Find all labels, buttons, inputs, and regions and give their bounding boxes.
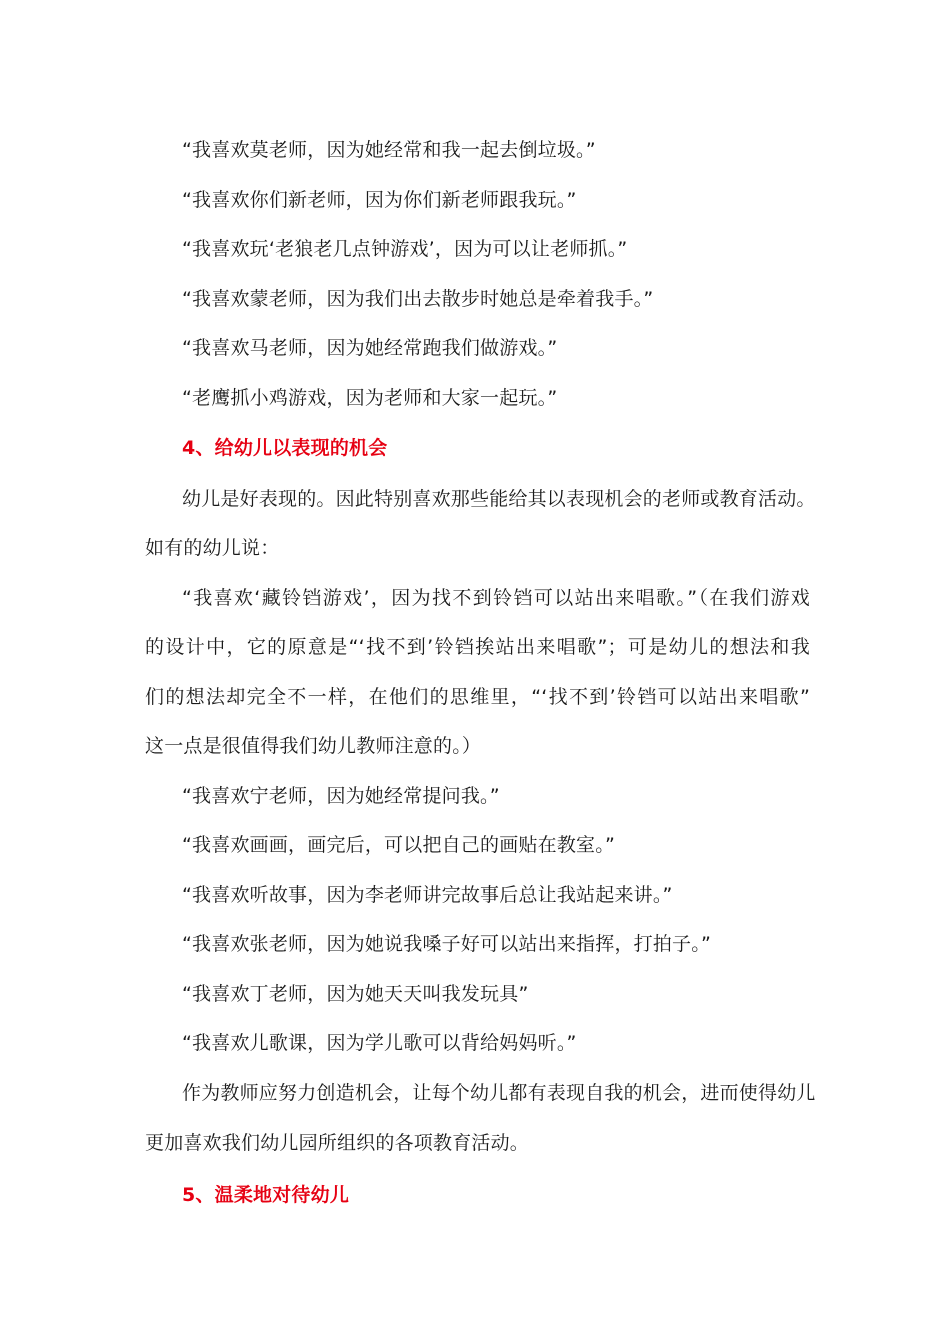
quote-line: “我喜欢儿歌课，因为学儿歌可以背给妈妈听。” — [182, 1032, 577, 1054]
quote-line: “我喜欢画画，画完后，可以把自己的画贴在教室。” — [182, 834, 615, 856]
quote-line: “我喜欢你们新老师，因为你们新老师跟我玩。” — [182, 189, 577, 211]
quote-line: “我喜欢马老师，因为她经常跑我们做游戏。” — [182, 337, 558, 359]
paragraph-line: 更加喜欢我们幼儿园所组织的各项教育活动。 — [145, 1132, 530, 1154]
paragraph-line: “我喜欢‘藏铃铛游戏’，因为找不到铃铛可以站出来唱歌。”（在我们游戏 — [182, 587, 810, 609]
quote-line: “我喜欢张老师，因为她说我嗓子好可以站出来指挥，打拍子。” — [182, 933, 711, 955]
quote-line: “我喜欢蒙老师，因为我们出去散步时她总是牵着我手。” — [182, 288, 654, 310]
paragraph-line: 如有的幼儿说： — [145, 537, 280, 559]
section-heading: 4、给幼儿以表现的机会 — [182, 437, 388, 459]
quote-line: “我喜欢听故事，因为李老师讲完故事后总让我站起来讲。” — [182, 884, 673, 906]
paragraph-line: 作为教师应努力创造机会，让每个幼儿都有表现自我的机会，进而使得幼儿 — [182, 1082, 816, 1104]
paragraph-line: 们的想法却完全不一样，在他们的思维里，“‘找不到’铃铛可以站出来唱歌” — [145, 686, 810, 708]
quote-line: “我喜欢丁老师，因为她天天叫我发玩具” — [182, 983, 529, 1005]
quote-line: “我喜欢宁老师，因为她经常提问我。” — [182, 785, 500, 807]
quote-line: “老鹰抓小鸡游戏，因为老师和大家一起玩。” — [182, 387, 558, 409]
paragraph-line: 这一点是很值得我们幼儿教师注意的。） — [145, 735, 482, 757]
paragraph-line: 的设计中，它的原意是“‘找不到’铃铛挨站出来唱歌”；可是幼儿的想法和我 — [145, 636, 810, 658]
quote-line: “我喜欢玩‘老狼老几点钟游戏’，因为可以让老师抓。” — [182, 238, 628, 260]
paragraph-line: 幼儿是好表现的。因此特别喜欢那些能给其以表现机会的老师或教育活动。 — [182, 488, 816, 510]
quote-line: “我喜欢莫老师，因为她经常和我一起去倒垃圾。” — [182, 139, 596, 161]
section-heading: 5、温柔地对待幼儿 — [182, 1184, 350, 1206]
